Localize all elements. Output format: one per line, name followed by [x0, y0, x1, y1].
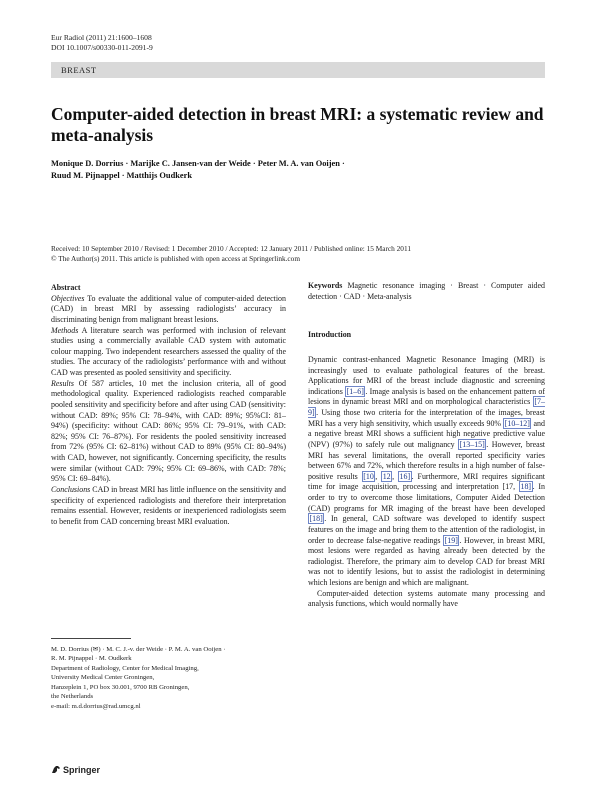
journal-reference: Eur Radiol (2011) 21:1600–1608 — [51, 33, 152, 42]
affiliation-line: Hanzeplein 1, PO box 30.001, 9700 RB Groningen, — [51, 683, 190, 691]
publisher-logo — [51, 765, 100, 775]
introduction-paragraph — [308, 355, 545, 589]
citation-link[interactable]: 16] — [399, 471, 411, 481]
intro-text: . Furthermore, MRI requires significant time for image acquisition, processing and interpretation [17, — [308, 471, 546, 492]
section-label: BREAST — [61, 65, 97, 75]
affiliation-line: the Netherlands — [51, 693, 94, 701]
affiliation-line: University Medical Center Groningen, — [51, 674, 155, 682]
copyright-notice: © The Author(s) 2011. This article is published with open access at Springerlink.com — [51, 254, 300, 263]
affiliation-line: R. M. Pijnappel · M. Oudkerk — [51, 655, 132, 663]
keywords-text: Magnetic resonance imaging · Breast · Computer aided detection · CAD · Meta-analysis — [308, 281, 545, 301]
intro-text: . However, in breast MRI, most lesions were regarded as having already been detected by the radiologist. Therefore, the primary aim to develop CAD for breast MRI was not to identify lesions, but to assist the radiologist in determining which lesions are benign and which are malignant. — [308, 535, 545, 587]
methods-label: Methods — [51, 325, 79, 335]
results-text: Of 587 articles, 10 met the inclusion criteria, all of good methodological quality. Experienced radiologists reached comparable pooled sensitivity and specificity before and after using CAD (sensitivity: without CAD: 89%; 95% CI: 78–94%, with CAD: 89%; 95%CI: 81–94%) (specificity: without CAD: 86%; 95% CI: 79–91%, with CAD: 82%; 95% CI: 76–87%). For residents the pooled sensitivity increased from 72% (95% CI: 62–81%) without CAD to 89% (95% CI: 80–94%) with CAD, however, not significantly. Concerning specificity, the results were similar (without CAD: 79%; 95% CI: 69–86%, with CAD: 78%; 95% CI: 69–84%). — [51, 378, 286, 484]
conclusions-text: CAD in breast MRI has little influence on the sensitivity and specificity of experienced radiologists and therefore their interpretation remains essential. However, residents or inexperienced radiologists seem to benefit from CAD concerning breast MRI evaluation. — [51, 484, 286, 526]
intro-text: . In general, CAD software was developed to identify suspect features on the image and bring them to the attention of the radiologist, in order to decrease false-negative readings — [308, 514, 545, 545]
author-line: Monique D. Dorrius · Marijke C. Jansen-van der Weide · Peter M. A. van Ooijen · — [51, 159, 345, 168]
intro-text: . However, breast MRI has several limitations, the overall reported specificity varies between 67% and 72%, which therefore results in a high number of false-positive results — [308, 439, 545, 481]
citation-link[interactable]: [19] — [444, 535, 458, 545]
citation-link[interactable]: [10 — [363, 471, 374, 481]
affiliation-line: Department of Radiology, Center for Medical Imaging, — [51, 664, 199, 672]
abstract-heading: Abstract — [51, 283, 81, 292]
intro-text: . Using those two criteria for the interpretation of the images, breast MRI has a very high sensitivity, which usually exceeds 90% — [308, 408, 545, 428]
abstract-methods — [51, 326, 286, 379]
section-banner — [51, 62, 545, 78]
springer-horse-icon — [51, 765, 61, 774]
citation-link[interactable]: [7–9] — [308, 397, 545, 417]
abstract-results — [51, 379, 286, 485]
intro-text: and a negative breast MRI shows a sufficient high negative predictive value (NPV) (97%) to safely rule out malignancy — [308, 418, 545, 449]
affiliation-line: M. D. Dorrius (✉) · M. C. J.-v. der Weide · P. M. A. van Ooijen · — [51, 646, 226, 653]
keywords-label: Keywords — [308, 281, 343, 290]
intro-text: Dynamic contrast-enhanced Magnetic Resonance Imaging (MRI) is increasingly used to evaluate pathological features of the breast. Applications for MRI of the breast include diagnostic and screening indications — [308, 354, 545, 396]
abstract-conclusions — [51, 485, 286, 528]
article-title: Computer-aided detection in breast MRI: a systematic review and meta-analysis — [51, 104, 544, 145]
conclusions-label: Conclusions — [51, 484, 91, 494]
author-line: Ruud M. Pijnappel · Matthijs Oudkerk — [51, 171, 193, 181]
citation-link[interactable]: [18] — [309, 514, 323, 524]
publication-dates — [51, 244, 545, 264]
introduction-heading: Introduction — [308, 330, 352, 340]
intro-text: . Image analysis is based on the enhancement pattern of lesions in dynamic breast MRI and on morphological characteristics — [308, 386, 545, 407]
keywords — [308, 281, 545, 302]
author-list — [51, 158, 545, 183]
abstract — [51, 283, 286, 527]
citation-link[interactable]: 18] — [520, 482, 532, 492]
intro-text: , — [392, 471, 399, 481]
citation-link[interactable]: 12 — [382, 471, 391, 481]
intro-text: . In order to try to overcome those limitations, Computer Aided Detection (CAD) programs for MR imaging of the breast have been developed — [308, 482, 545, 513]
affiliation-email[interactable]: e-mail: m.d.dorrius@rad.umcg.nl — [51, 702, 141, 710]
objectives-label: Objectives — [51, 293, 85, 303]
objectives-text: To evaluate the additional value of computer-aided detection (CAD) in breast MRI by assessing radiologists’ accuracy in discriminating benign from malignant breast lesions. — [51, 293, 286, 324]
citation-link[interactable]: [1–6] — [346, 386, 364, 396]
methods-text: A literature search was performed with inclusion of relevant studies using a commercially available CAD system with automatic colour mapping. Two independent researchers assessed the quality of the studies. The accuracy of the radiologists’ performance with and without CAD was presented as pooled sensitivity and specificity. — [51, 325, 286, 377]
right-column — [308, 281, 545, 610]
abstract-objectives — [51, 294, 286, 326]
doi: DOI 10.1007/s00330-011-2091-9 — [51, 43, 153, 52]
intro-text: , — [375, 471, 382, 481]
citation-link[interactable]: [13–15] — [459, 439, 485, 449]
introduction-paragraph-2: Computer-aided detection systems automate many processing and analysis functions, which would normally have — [308, 588, 545, 609]
results-label: Results — [51, 378, 74, 388]
citation-link[interactable]: [10–12] — [504, 418, 530, 428]
publisher-name: Springer — [63, 765, 101, 775]
affiliation — [51, 645, 286, 711]
received-dates: Received: 10 September 2010 / Revised: 1 December 2010 / Accepted: 12 January 2011 / Published online: 15 March 2011 — [51, 244, 411, 253]
affiliation-divider — [51, 638, 131, 639]
